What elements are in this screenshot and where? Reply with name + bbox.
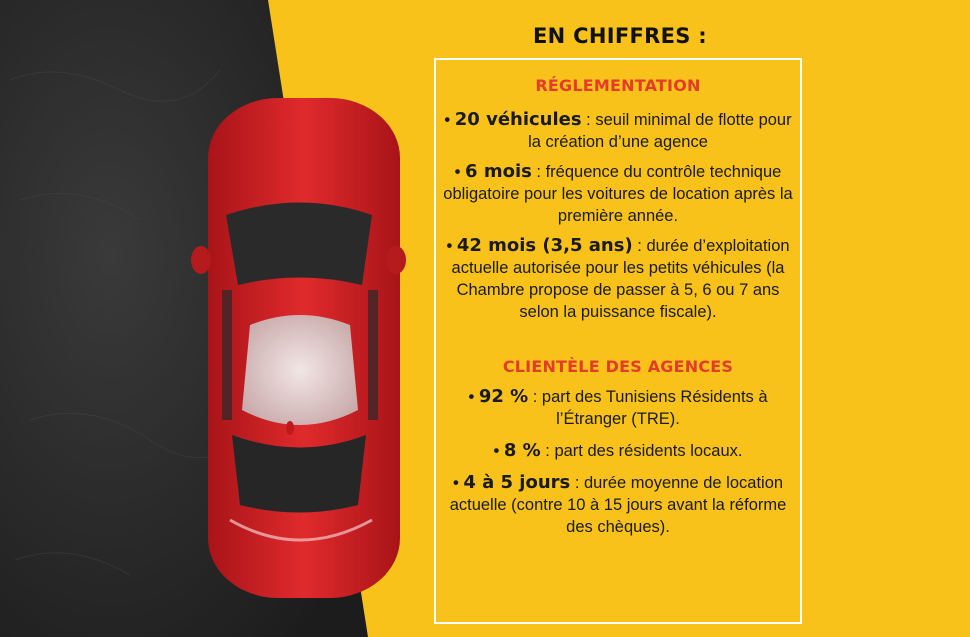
item-text: : fréquence du contrôle technique obligatoire pour les voitures de location après la première année. (443, 163, 793, 225)
list-item: • 92 % : part des Tunisiens Résidents à l’Étranger (TRE). (468, 386, 768, 428)
item-highlight: 6 mois (465, 161, 532, 182)
list-item: • 4 à 5 jours : durée moyenne de location actuelle (contre 10 à 15 jours avant la réforme des chèques). (449, 472, 787, 536)
list-item: • 6 mois : fréquence du contrôle technique obligatoire pour les voitures de location après la première année. (443, 161, 793, 225)
section-title-clientele: CLIENTÈLE DES AGENCES (502, 357, 734, 376)
list-item: • 42 mois (3,5 ans) : durée d’exploitation actuelle autorisée pour les petits véhicules (la Chambre propose de passer à 5, 6 ou 7 ans selon la puissance fiscale). (446, 235, 790, 321)
item-highlight: 8 % (503, 440, 541, 461)
list-item: • 8 % : part des résidents locaux. (493, 440, 743, 461)
car-shape (191, 98, 406, 598)
item-highlight: 92 % (478, 386, 529, 407)
item-text: : durée d’exploitation actuelle autorisée pour les petits véhicules (la Chambre propose de passer à 5, 6 ou 7 ans selon la puissance fiscale). (451, 237, 790, 321)
info-panel (436, 58, 800, 538)
list-item: • 20 véhicules : seuil minimal de flotte pour la création d’une agence (444, 109, 792, 151)
item-text: : part des résidents locaux. (540, 442, 743, 460)
item-text: : durée moyenne de location actuelle (contre 10 à 15 jours avant la réforme des chèques). (449, 474, 787, 536)
section-title-reglementation: RÉGLEMENTATION (535, 76, 701, 95)
item-highlight: 4 à 5 jours (463, 472, 571, 493)
item-highlight: 20 véhicules (454, 109, 582, 130)
item-text: : seuil minimal de flotte pour la création d’une agence (528, 111, 792, 151)
item-text: : part des Tunisiens Résidents à l’Étranger (TRE). (528, 388, 768, 428)
page-title: EN CHIFFRES : (533, 24, 707, 48)
item-highlight: 42 mois (3,5 ans) (456, 235, 633, 256)
